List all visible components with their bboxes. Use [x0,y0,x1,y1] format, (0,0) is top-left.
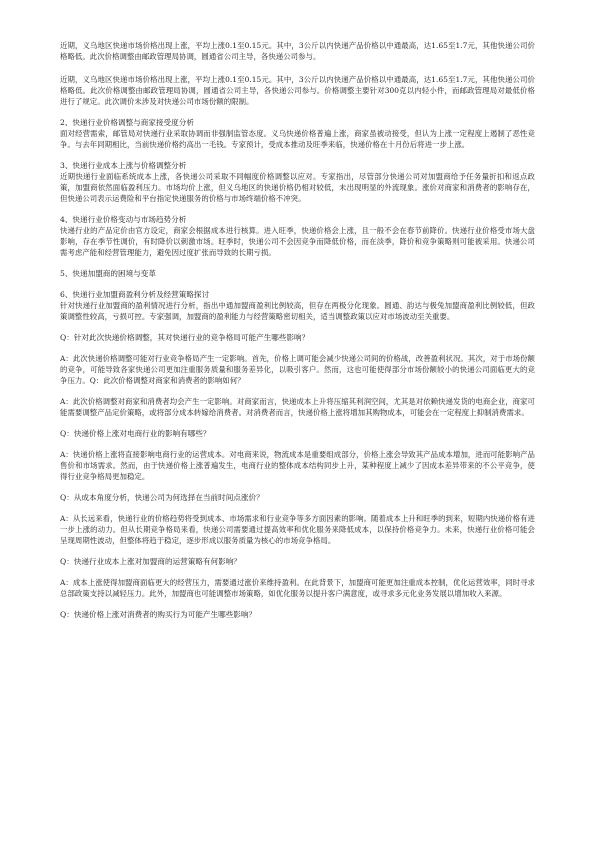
question-6: Q：快递价格上涨对消费者的购买行为可能产生哪些影响？ [60,610,257,619]
paragraph-2: 近期，义乌地区快递市场价格出现上涨，平均上涨0.1至0.15元。其中，3公斤以内快递产品价格以中通最高，达1.65至1.7元，其他快递公司价格略低。此次价格调整由邮政管理局协调，圆通省公司主导，各快递公司参与。价格调整主要针对300克以内轻小件，而邮政管理局对最低价格进行了规定。此次调价未涉及对快递公司市场份额的限制。 [60,75,535,106]
answer-3: A：快递价格上涨将直接影响电商行业的运营成本。对电商来说，物流成本是重要组成部分，价格上涨会导致其产品成本增加，进而可能影响产品售价和市场需求。然而，由于快递价格上涨普遍发生，电商行业的整体成本结构同步上升，某种程度上减少了因成本差异带来的不公平竞争，使得行业竞争格局更加稳定。 [60,450,535,481]
section-heading-2: 2、快递行业价格调整与商家接受度分析 [60,118,194,127]
answer-2: A：此次价格调整对商家和消费者均会产生一定影响。对商家而言，快递成本上升将压缩其利润空间，尤其是对依赖快递发货的电商企业，商家可能需要调整产品定价策略，或将部分成本转嫁给消费者。对消费者而言，快递价格上涨将增加其购物成本，可能会在一定程度上抑制消费需求。 [60,397,535,417]
paragraph-1: 近期，义乌地区快递市场价格出现上涨，平均上涨0.1至0.15元。其中，3公斤以内快递产品价格以中通最高，达1.65至1.7元，其他快递公司价格略低。此次价格调整由邮政管理局协调，圆通省公司主导，各快递公司参与。 [60,41,535,61]
question-1: Q：针对此次快递价格调整，其对快递行业的竞争格局可能产生哪些影响？ [60,333,310,342]
paragraph-3: 面对经营需索，邮管局对快递行业采取协调而非强制监管态度。义乌快递价格普遍上涨，商家虽被动接受，但认为上涨一定程度上遏制了恶性竞争。与去年同期相比，当前快递价格约高出一毛钱。专家预计，受成本推动及旺季来临，快递价格在十月份后将进一步上涨。 [60,129,535,149]
answer-1: A：此次快递价格调整可能对行业竞争格局产生一定影响。首先，价格上调可能会减少快递公司间的价格战，改善盈利状况。其次，对于市场份额的竞争，可能导致各家快递公司更加注重服务质量和服务差异化，以吸引客户。然而，这也可能使得部分市场份额较小的快递公司面临更大的竞争压力。Q：此次价格调整对商家和消费者的影响如何？ [60,354,535,385]
section-heading-5: 5、快递加盟商的困境与变革 [60,269,156,278]
question-5: Q：快递行业成本上涨对加盟商的运营策略有何影响？ [60,557,241,566]
section-heading-6: 6、快递行业加盟商盈利分析及经营策略探讨 [60,290,210,299]
answer-4: A：从长远来看，快递行业的价格趋势将受到成本、市场需求和行业竞争等多方面因素的影响。随着成本上升和旺季的到来，短期内快递价格有进一步上涨的动力。但从长期竞争格局来看，快递公司需要通过提高效率和优化服务来降低成本，以保持价格竞争力。未来，快递行业价格可能会呈现周期性波动，但整体将趋于稳定，逐步形成以服务质量为核心的市场竞争格局。 [60,514,535,545]
paragraph-6: 针对快递行业加盟商的盈利情况进行分析，指出中通加盟商盈利比例较高，但存在两极分化现象。圆通、韵达与极兔加盟商盈利比例较低，但政策调整性较高，亏损可控。专家强调，加盟商的盈利能力与经营策略密切相关，适当调整政策以应对市场波动至关重要。 [60,301,535,321]
question-4: Q：从成本角度分析，快递公司为何选择在当前时间点涨价？ [60,493,264,502]
paragraph-4: 近期快递行业面临系统成本上涨，各快递公司采取不同幅度价格调整以应对。专家指出，尽管部分快递公司对加盟商给予任务量折扣和返点政策，加盟商依然面临盈利压力。市场均价上涨，但义乌地区的快递价格仍相对较低，未出现明显的外流现象。涨价对商家和消费者的影响存在，但快递公司表示运费险和平台指定快递服务的价格与市场终端价格不冲突。 [60,172,535,203]
question-3: Q：快递价格上涨对电商行业的影响有哪些？ [60,429,211,438]
section-heading-4: 4、快递行业价格变动与市场趋势分析 [60,215,187,224]
answer-5: A：成本上涨使得加盟商面临更大的经营压力，需要通过涨价来维持盈利。在此背景下，加盟商可能更加注重成本控制，优化运营效率，同时寻求总部政策支持以减轻压力。此外，加盟商也可能调整市场策略，如优化服务以提升客户满意度，或寻求多元化业务发展以增加收入来源。 [60,578,535,598]
paragraph-5: 快递行业的产品定价由官方设定，商家会根据成本进行核算。进入旺季，快递价格会上涨，且一般不会在春节前降价。快递行业价格受市场大盘影响，存在季节性调价，有时降价以刺激市场。旺季时，快递公司不会因竞争而降低价格，而在淡季，降价和竞争策略则可能被采用。快递公司需考虑产能和经营管理能力，避免因过度扩张而导致的长期亏损。 [60,226,535,257]
section-heading-3: 3、快递行业成本上涨与价格调整分析 [60,161,187,170]
